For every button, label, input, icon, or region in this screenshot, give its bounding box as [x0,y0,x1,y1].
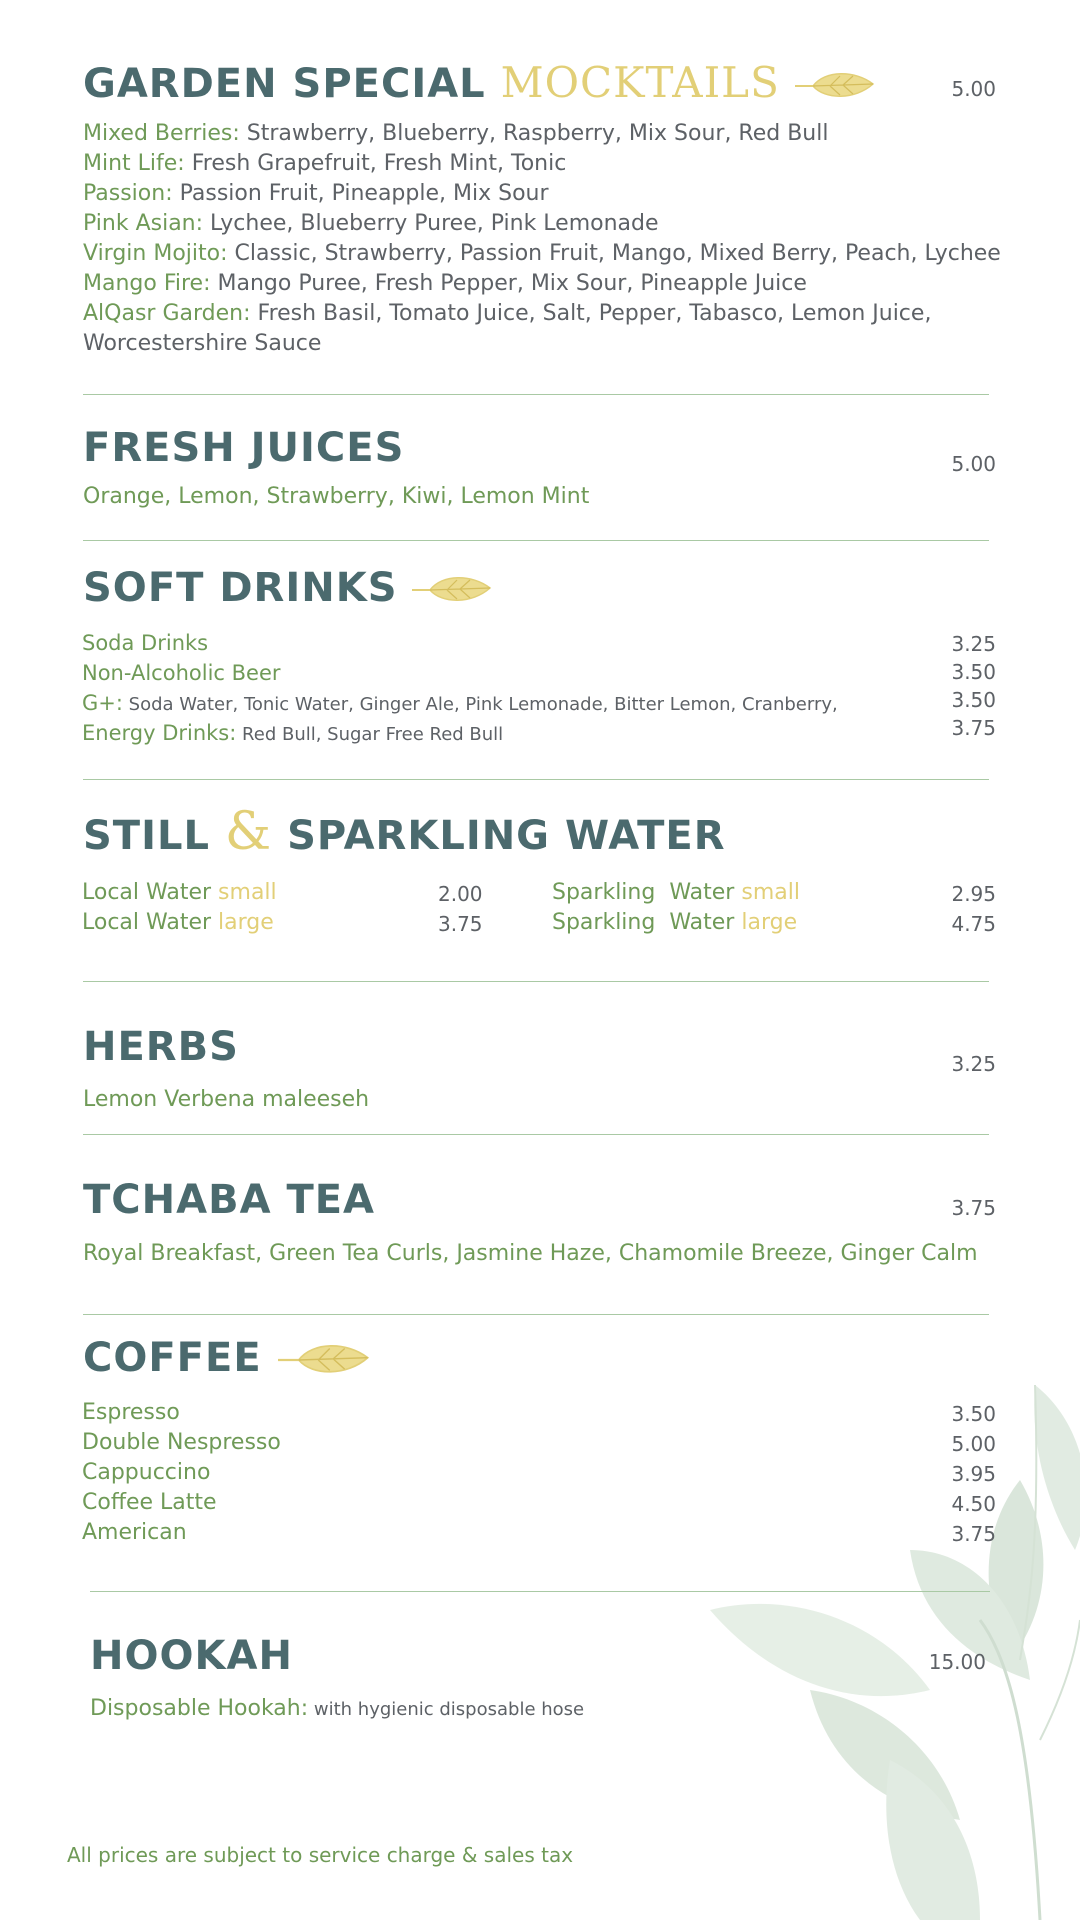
price-double-nespresso: 5.00 [951,1432,996,1456]
list-item [83,209,923,239]
section-title-text: STILL [83,813,210,859]
juices-desc: Orange, Lemon, Strawberry, Kiwi, Lemon Mint [83,484,590,509]
list-item: American [82,1520,187,1545]
divider [83,779,989,780]
price-coffee-latte: 4.50 [951,1492,996,1516]
item-name: Mixed Berries: [83,121,240,146]
price-espresso: 3.50 [951,1402,996,1426]
section-title-herbs: HERBS [83,1024,239,1070]
price-local-water-large: 3.75 [438,912,483,936]
list-item [83,119,923,149]
item-name: Sparkling Water [552,910,735,935]
item-desc: Mango Puree, Fresh Pepper, Mix Sour, Pineapple Juice [210,271,807,296]
list-item: Coffee Latte [82,1490,217,1515]
item-name: Non-Alcoholic Beer [82,661,281,685]
section-title-coffee [83,1335,371,1383]
item-name: AlQasr Garden: [83,301,251,326]
section-title-text: SOFT DRINKS [83,565,398,611]
price-sparkling-small: 2.95 [951,882,996,906]
watercolor-leaves-decoration [680,1360,1080,1920]
price-tea: 3.75 [951,1196,996,1220]
list-item [83,299,932,329]
list-item-continuation: Worcestershire Sauce [83,331,322,356]
section-title-accent: MOCKTAILS [500,58,780,107]
coffee-list [82,1398,281,1548]
list-item [83,239,1001,269]
list-item [82,880,277,905]
section-title-text: SPARKLING WATER [287,813,726,859]
item-name: Pink Asian: [83,211,204,236]
section-title-hookah: HOOKAH [90,1633,293,1679]
price-american: 3.75 [951,1522,996,1546]
price-non-alcoholic-beer: 3.50 [951,660,996,684]
price-soda: 3.25 [951,632,996,656]
leaf-icon [412,570,492,610]
item-size: large [741,910,798,935]
item-desc: Fresh Grapefruit, Fresh Mint, Tonic [184,151,567,176]
item-size: small [741,880,800,905]
list-item [83,179,923,209]
price-local-water-small: 2.00 [438,882,483,906]
leaf-icon [277,1337,371,1383]
divider [90,1591,990,1592]
list-item: Cappuccino [82,1460,211,1485]
divider [83,540,989,541]
item-name: G+: [82,691,123,715]
list-item [552,910,797,935]
divider [83,1314,989,1315]
section-title-text: COFFEE [83,1335,262,1381]
item-desc: Red Bull, Sugar Free Red Bull [236,724,504,745]
list-item [82,910,274,935]
soft-drinks-list [82,629,1002,749]
list-item [82,719,1002,749]
price-cappuccino: 3.95 [951,1462,996,1486]
item-desc: Soda Water, Tonic Water, Ginger Ale, Pink Lemonade, Bitter Lemon, Cranberry, [122,694,838,715]
item-name: Mint Life: [83,151,185,176]
item-name: Local Water [82,880,212,905]
item-desc: Classic, Strawberry, Passion Fruit, Mango, Mixed Berry, Peach, Lychee [227,241,1001,266]
section-title-juices: FRESH JUICES [83,425,405,471]
list-item [82,659,1002,689]
divider [83,394,989,395]
item-name: Sparkling Water [552,880,735,905]
price-hookah: 15.00 [928,1650,986,1674]
item-name: Energy Drinks: [82,721,237,745]
section-title-text: GARDEN SPECIAL [83,61,486,107]
price-herbs: 3.25 [951,1052,996,1076]
list-item [552,880,800,905]
section-title-mocktails [83,58,875,107]
item-desc: with hygienic disposable hose [308,1699,585,1720]
item-name: Disposable Hookah: [90,1696,309,1721]
list-item [83,149,923,179]
item-name: Local Water [82,910,212,935]
list-item [82,689,1002,719]
price-juices: 5.00 [951,452,996,476]
list-item [90,1696,584,1721]
section-title-soft-drinks [83,565,492,611]
item-desc: Passion Fruit, Pineapple, Mix Sour [172,181,549,206]
leaf-icon [795,66,875,106]
item-name: Mango Fire: [83,271,211,296]
section-title-water [83,802,726,862]
tea-desc: Royal Breakfast, Green Tea Curls, Jasmine Haze, Chamomile Breeze, Ginger Calm [83,1241,978,1266]
item-desc: Fresh Basil, Tomato Juice, Salt, Pepper, Tabasco, Lemon Juice, [250,301,932,326]
list-item: Double Nespresso [82,1430,281,1455]
item-name: Soda Drinks [82,631,209,655]
section-title-tea: TCHABA TEA [83,1177,376,1223]
price-energy-drinks: 3.75 [951,716,996,740]
ampersand: & [224,802,273,862]
item-desc: Lychee, Blueberry Puree, Pink Lemonade [203,211,659,236]
item-name: Passion: [83,181,173,206]
footer-note: All prices are subject to service charge & sales tax [67,1843,574,1867]
herbs-desc: Lemon Verbena maleeseh [83,1087,370,1112]
item-size: large [218,910,274,935]
item-name: Virgin Mojito: [83,241,228,266]
list-item: Espresso [82,1400,180,1425]
price-sparkling-large: 4.75 [951,912,996,936]
price-mocktails: 5.00 [951,77,996,101]
divider [83,981,989,982]
list-item [82,629,1002,659]
item-desc: Strawberry, Blueberry, Raspberry, Mix Sour, Red Bull [239,121,829,146]
price-g-plus: 3.50 [951,688,996,712]
list-item [83,269,923,299]
mocktail-list [83,119,1001,359]
divider [83,1134,989,1135]
item-size: small [218,880,277,905]
